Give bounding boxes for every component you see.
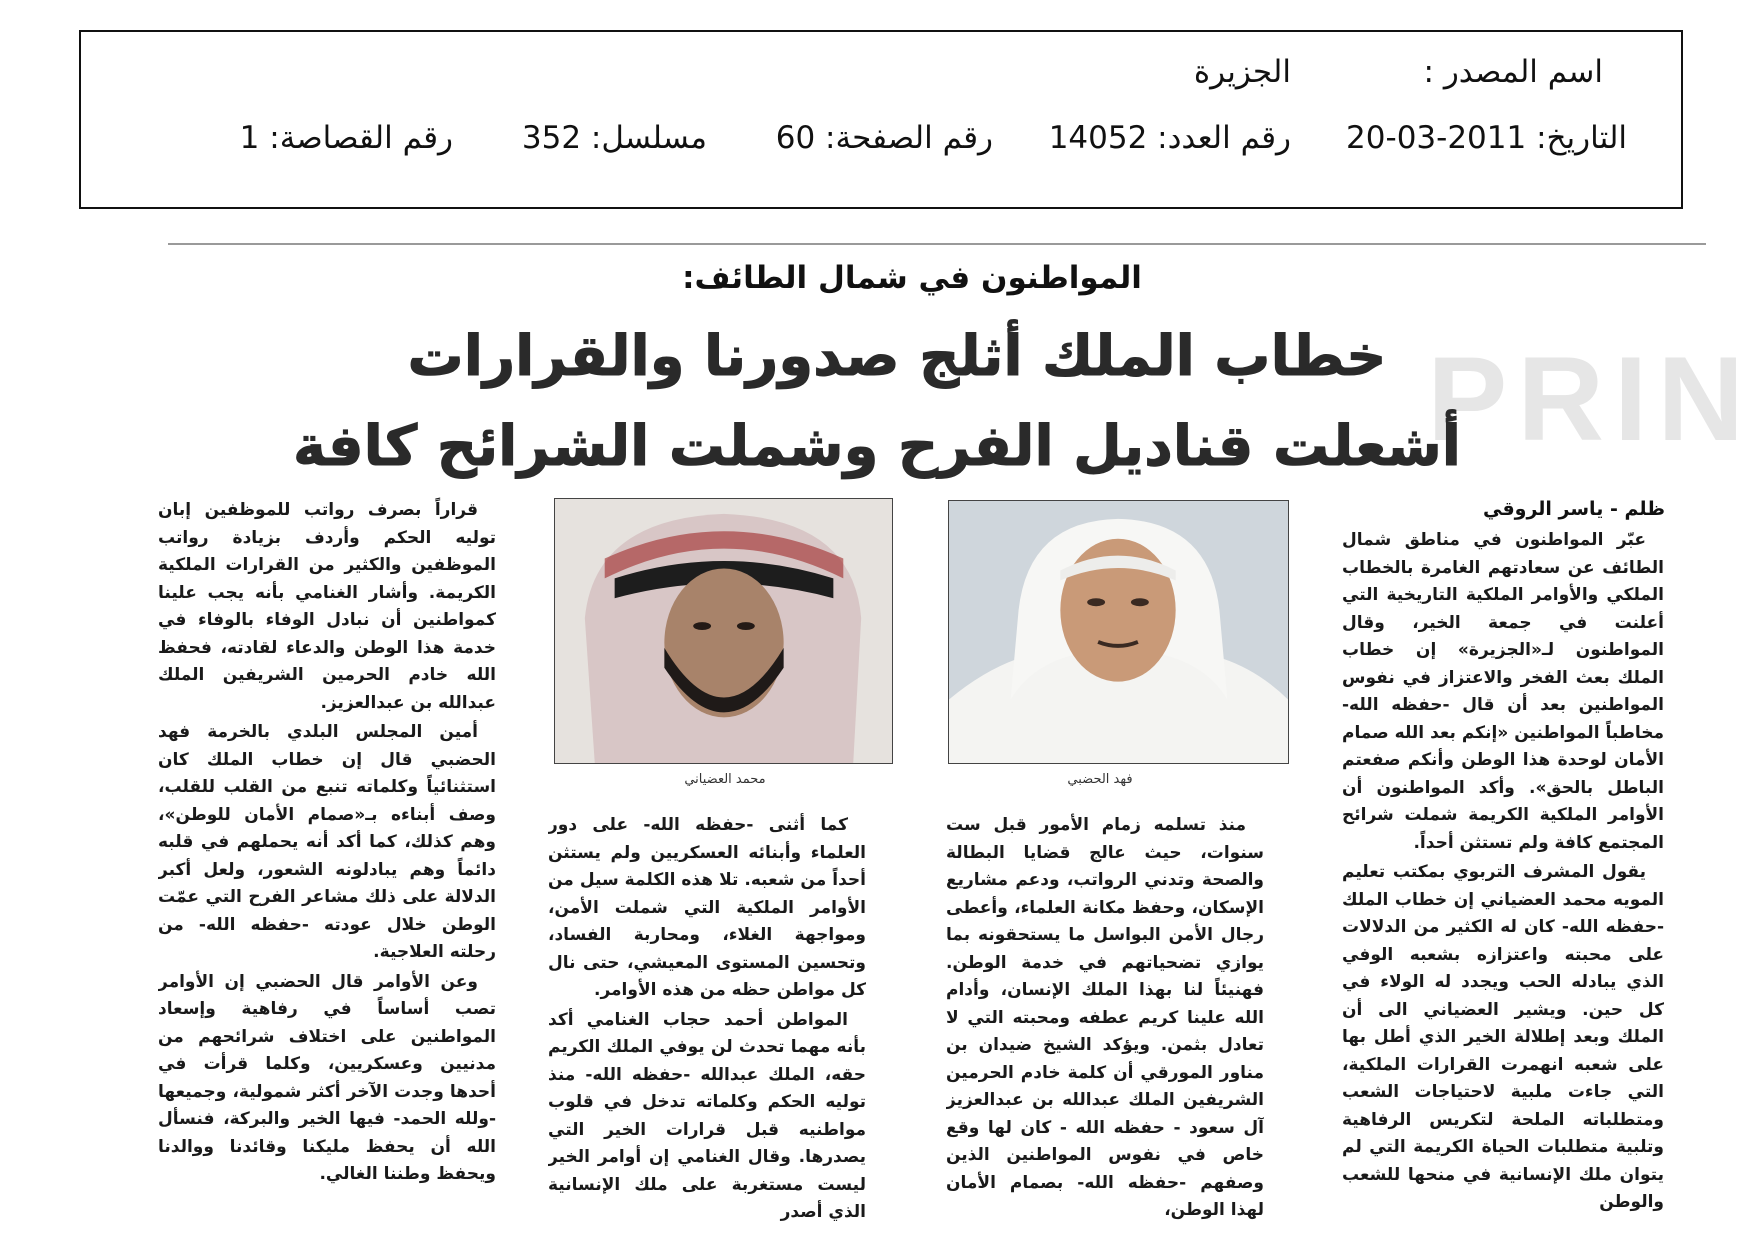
photo-caption-2: محمد العضياني [684,772,766,787]
source-label: اسم المصدر : [1423,54,1603,90]
portrait-photo-2 [554,498,893,764]
serial-field: مسلسل: 352 [521,120,707,156]
paragraph: أمين المجلس البلدي بالخرمة فهد الحضبي قال إن خطاب الملك كان استثنائياً وكلماته تنبع من القلب للقلب، وصف أبناءه بـ«صمام الأمان للوطن»، وهم كذلك، كما أكد أنه يحملهم في قلبه دائماً وهم يبادلونه الشعور، ولعل أكبر الدلالة على ذلك مشاعر الفرح التي عمّت الوطن خلال عودته -حفظه الله- من رحلته العلاجية. [158,722,496,962]
byline: ظلم - ياسر الروقي [1483,498,1665,520]
paragraph: يقول المشرف التربوي بمكتب تعليم المويه محمد العضياني إن خطاب الملك -حفظه الله- كان له الكثير من الدلالات على محبته واعتزازه بشعبه الوفي الذي يبادله الحب ويجدد له الولاء في كل حين. ويشير العضياني الى أن الملك وبعد إطلالة الخير الذي أطل بها على شعبه انهمرت القرارات الملكية، التي جاءت ملبية لاحتياجات الشعب ومتطلباته الملحة لتكريس الرفاهية وتلبية متطلبات الحياة الكريمة التي لم يتوان ملك الإنسانية في منحها للشعب والوطن [1342,862,1664,1212]
clip-field: رقم القصاصة: 1 [239,120,453,156]
headline-line-1: خطاب الملك أثلج صدورنا والقرارات [407,324,1387,389]
article-column-4 [158,497,496,1247]
source-info-box [79,30,1683,209]
article-column-2 [946,812,1264,1247]
page-field: رقم الصفحة: 60 [775,120,993,156]
article-column-1 [1342,527,1664,1247]
paragraph: قراراً بصرف رواتب للموظفين إبان توليه الحكم وأردف بزيادة رواتب الموظفين والكثير من القرارات الملكية الكريمة. وأشار الغنامي بأنه يجب علينا كمواطنين أن نبادل الوفاء بالوفاء في خدمة هذا الوطن والدعاء لقادته، فحفظ الله خادم الحرمين الشريفين الملك عبدالله بن عبدالعزيز. [158,500,496,713]
divider-rule [168,243,1706,245]
paragraph: منذ تسلمه زمام الأمور قبل ست سنوات، حيث عالج قضايا البطالة والصحة وتدني الرواتب، ودعم مشاريع الإسكان، وحفظ مكانة العلماء، وأعطى رجال الأمن البواسل ما يستحقونه بما يوازي تضحياتهم في خدمة الوطن. فهنيئاً لنا بهذا الملك الإنسان، وأدام الله علينا كريم عطفه ومحبته التي لا تعادل بثمن. ويؤكد الشيخ ضيدان بن مناور المورقي أن كلمة خادم الحرمين الشريفين الملك عبدالله بن عبدالعزيز آل سعود - حفظه الله - كان لها وقع خاص في نفوس المواطنين الذين وصفهم -حفظه الله- بصمام الأمان لهذا الوطن، [946,815,1264,1220]
photo-caption-1: فهد الحضبي [1067,772,1133,787]
paragraph: عبّر المواطنون في مناطق شمال الطائف عن سعادتهم الغامرة بالخطاب الملكي والأوامر الملكية التاريخية التي أعلنت في جمعة الخير، وقال المواطنون لـ«الجزيرة» إن خطاب الملك بعث الفخر والاعتزاز في نفوس المواطنين بعد أن قال -حفظه الله- مخاطباً المواطنين «إنكم بعد الله صمام الأمان لوحدة هذا الوطن وأنكم صفعتم الباطل بالحق». وأكد المواطنون أن الأوامر الملكية الكريمة شملت شرائح المجتمع كافة ولم تستثن أحداً. [1342,530,1664,853]
portrait-photo-1 [948,500,1289,764]
article-column-3 [548,812,866,1247]
source-value: الجزيرة [1193,54,1291,90]
watermark: PRIN [1427,332,1754,466]
article-kicker: المواطنون في شمال الطائف: [682,260,1142,296]
portrait-2-image [555,499,892,763]
headline-line-2: أشعلت قناديل الفرح وشملت الشرائح كافة [293,414,1461,479]
paragraph: المواطن أحمد حجاب الغنامي أكد بأنه مهما تحدث لن يوفي الملك الكريم حقه، الملك عبدالله -حفظه الله- منذ توليه الحكم وكلماته تدخل في قلوب مواطنيه قبل قرارات الخير التي يصدرها. وقال الغنامي إن أوامر الخير ليست مستغربة على ملك الإنسانية الذي أصدر [548,1009,866,1222]
paragraph: كما أثنى -حفظه الله- على دور العلماء وأبنائه العسكريين ولم يستثن أحداً من شعبه. تلا هذه الكلمة سيل من الأوامر الملكية التي شملت الأمن، ومواجهة الغلاء، ومحاربة الفساد، وتحسين المستوى المعيشي، حتى نال كل مواطن حظه من هذه الأوامر. [548,815,866,1000]
date-field: التاريخ: 2011-03-20 [1346,120,1627,156]
issue-field: رقم العدد: 14052 [1048,120,1291,156]
paragraph: وعن الأوامر قال الحضبي إن الأوامر تصب أساساً في رفاهية وإسعاد المواطنين على اختلاف شرائحهم من مدنيين وعسكريين، وكلما قرأت في أحدها وجدت الآخر أكثر شمولية، وجميعها -ولله الحمد- فيها الخير والبركة، فنسأل الله أن يحفظ مليكنا وقائدنا ووالدنا ويحفظ وطننا الغالي. [158,971,496,1184]
portrait-1-image [949,501,1288,763]
